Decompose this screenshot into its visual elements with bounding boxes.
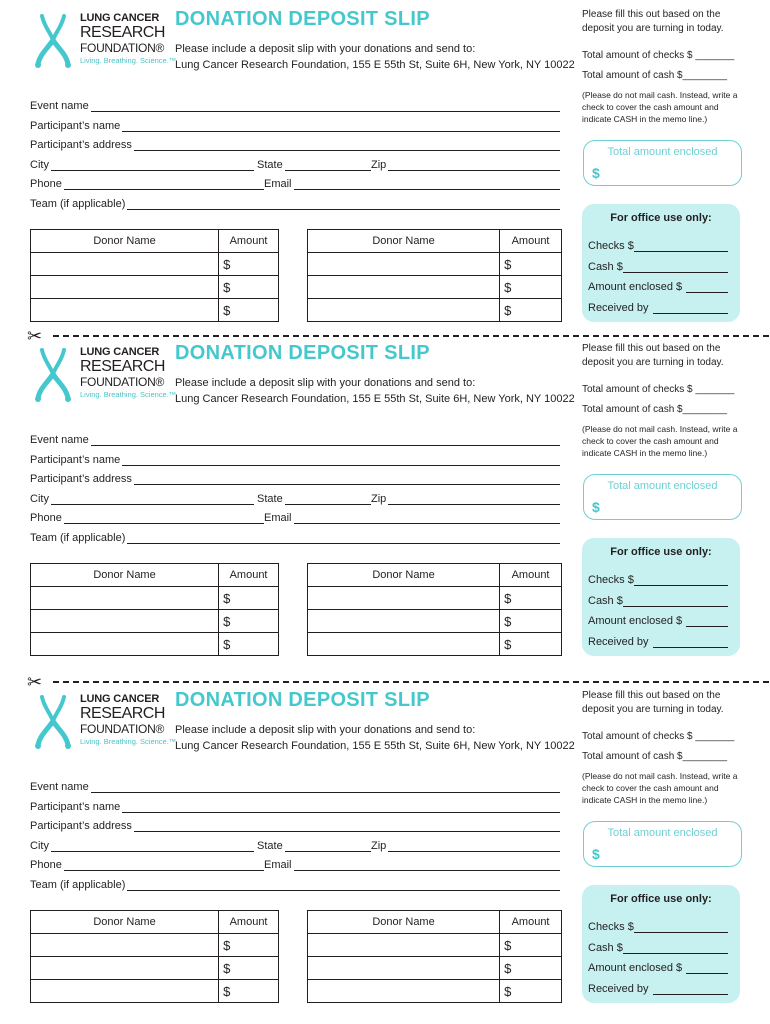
amount-header: Amount xyxy=(219,911,279,934)
logo-line3: FOUNDATION® xyxy=(80,375,164,389)
donor-name-cell[interactable] xyxy=(31,299,219,322)
cut-line xyxy=(27,672,769,692)
foundation-logo xyxy=(28,10,178,72)
cash-note: (Please do not mail cash. Instead, write a check to cover the cash amount and indicate CASH in the memo line.) xyxy=(582,90,738,124)
office-cash-label: Cash $ xyxy=(588,261,623,273)
event-name-field[interactable] xyxy=(30,432,560,446)
fill-note-line1: Please fill this out based on the xyxy=(582,690,721,701)
total-enclosed-dollar: $ xyxy=(592,165,600,181)
donor-name-cell[interactable] xyxy=(31,587,219,610)
event-name-field[interactable] xyxy=(30,779,560,793)
office-received-by-label: Received by xyxy=(588,302,649,314)
office-checks-label: Checks $ xyxy=(588,921,634,933)
foundation-logo xyxy=(28,344,178,406)
logo-line2: RESEARCH xyxy=(80,705,165,722)
zip-label: Zip xyxy=(371,493,387,505)
donor-name-header: Donor Name xyxy=(31,564,219,587)
city-label: City xyxy=(30,159,49,171)
amount-cell[interactable]: $ xyxy=(500,980,562,1003)
fill-note xyxy=(582,689,724,717)
email-field[interactable] xyxy=(264,176,560,190)
office-use-box xyxy=(582,885,740,1003)
phone-label: Phone xyxy=(30,859,62,871)
instruction-line2: Lung Cancer Research Foundation, 155 E 55th St, Suite 6H, New York, NY 10022 xyxy=(175,740,575,752)
instruction-line2: Lung Cancer Research Foundation, 155 E 55th St, Suite 6H, New York, NY 10022 xyxy=(175,59,575,71)
deposit-slip xyxy=(0,0,770,334)
zip-field[interactable] xyxy=(371,157,560,171)
city-field[interactable] xyxy=(30,157,254,171)
email-label: Email xyxy=(264,859,292,871)
logo-tagline: Living. Breathing. Science.™ xyxy=(80,737,177,746)
amount-cell[interactable]: $ xyxy=(500,610,562,633)
office-checks-label: Checks $ xyxy=(588,240,634,252)
office-checks-field[interactable] xyxy=(588,572,728,586)
office-use-box xyxy=(582,204,740,322)
instruction-line1: Please include a deposit slip with your donations and send to: xyxy=(175,724,476,736)
total-checks-field[interactable]: Total amount of checks $ _______ xyxy=(582,50,735,61)
office-use-heading: For office use only: xyxy=(610,893,712,905)
fill-note xyxy=(582,342,724,370)
office-use-box xyxy=(582,538,740,656)
instruction-line1: Please include a deposit slip with your donations and send to: xyxy=(175,43,476,55)
slip-title: DONATION DEPOSIT SLIP xyxy=(175,342,430,364)
total-enclosed-dollar: $ xyxy=(592,846,600,862)
donor-name-header: Donor Name xyxy=(308,230,500,253)
amount-cell[interactable]: $ xyxy=(500,253,562,276)
foundation-logo xyxy=(28,691,178,753)
scissors-icon: ✂ xyxy=(27,672,43,692)
amount-cell[interactable]: $ xyxy=(219,610,279,633)
participant-name-label: Participant’s name xyxy=(30,454,121,466)
table-row xyxy=(31,633,279,656)
donor-name-header: Donor Name xyxy=(308,911,500,934)
email-label: Email xyxy=(264,178,292,190)
state-field[interactable] xyxy=(257,838,371,852)
office-checks-field[interactable] xyxy=(588,919,728,933)
amount-cell[interactable]: $ xyxy=(219,934,279,957)
amount-cell[interactable]: $ xyxy=(500,587,562,610)
city-label: City xyxy=(30,840,49,852)
participant-name-label: Participant’s name xyxy=(30,120,121,132)
office-cash-label: Cash $ xyxy=(588,942,623,954)
fill-note-line1: Please fill this out based on the xyxy=(582,9,721,20)
office-amount-enclosed-field[interactable] xyxy=(588,960,728,974)
table-row xyxy=(308,276,562,299)
logo-line1: LUNG CANCER xyxy=(80,12,160,24)
amount-cell[interactable]: $ xyxy=(500,957,562,980)
fill-note-line2: deposit you are turning in today. xyxy=(582,357,724,368)
city-field[interactable] xyxy=(30,491,254,505)
fill-note-line2: deposit you are turning in today. xyxy=(582,704,724,715)
table-row xyxy=(308,633,562,656)
amount-cell[interactable]: $ xyxy=(219,980,279,1003)
donor-name-header: Donor Name xyxy=(31,911,219,934)
logo-line3: FOUNDATION® xyxy=(80,41,164,55)
total-checks-field[interactable]: Total amount of checks $ _______ xyxy=(582,384,735,395)
table-row xyxy=(308,610,562,633)
office-checks-label: Checks $ xyxy=(588,574,634,586)
mailing-instructions xyxy=(175,375,575,407)
participant-address-label: Participant’s address xyxy=(30,139,132,151)
amount-cell[interactable]: $ xyxy=(219,253,279,276)
donor-table-right xyxy=(307,563,562,656)
total-checks-field[interactable]: Total amount of checks $ _______ xyxy=(582,731,735,742)
donor-name-cell[interactable] xyxy=(308,934,500,957)
table-header-row xyxy=(308,564,562,587)
donor-name-header: Donor Name xyxy=(31,230,219,253)
table-row xyxy=(31,276,279,299)
table-header-row xyxy=(31,230,279,253)
donor-name-cell[interactable] xyxy=(31,934,219,957)
amount-cell[interactable]: $ xyxy=(500,633,562,656)
amount-cell[interactable]: $ xyxy=(500,934,562,957)
event-name-label: Event name xyxy=(30,100,89,112)
city-label: City xyxy=(30,493,49,505)
zip-field[interactable] xyxy=(371,838,560,852)
table-row xyxy=(308,980,562,1003)
total-enclosed-box[interactable] xyxy=(583,821,742,867)
donor-name-cell[interactable] xyxy=(308,299,500,322)
total-enclosed-dollar: $ xyxy=(592,499,600,515)
participant-address-field[interactable] xyxy=(30,137,560,151)
slip-title: DONATION DEPOSIT SLIP xyxy=(175,689,430,711)
deposit-slip xyxy=(0,334,770,668)
amount-cell[interactable]: $ xyxy=(219,957,279,980)
total-enclosed-box[interactable] xyxy=(583,474,742,520)
instruction-line2: Lung Cancer Research Foundation, 155 E 55th St, Suite 6H, New York, NY 10022 xyxy=(175,393,575,405)
phone-field[interactable] xyxy=(30,176,264,190)
donor-name-cell[interactable] xyxy=(31,610,219,633)
donor-table-right xyxy=(307,910,562,1003)
office-amount-enclosed-label: Amount enclosed $ xyxy=(588,615,683,627)
office-received-by-field[interactable] xyxy=(588,300,728,314)
table-row xyxy=(31,980,279,1003)
phone-label: Phone xyxy=(30,178,62,190)
table-header-row xyxy=(308,911,562,934)
office-cash-field[interactable] xyxy=(588,593,728,607)
participant-address-field[interactable] xyxy=(30,818,560,832)
donor-name-cell[interactable] xyxy=(308,633,500,656)
total-enclosed-label: Total amount enclosed xyxy=(607,827,718,839)
city-field[interactable] xyxy=(30,838,254,852)
amount-header: Amount xyxy=(500,911,562,934)
office-amount-enclosed-label: Amount enclosed $ xyxy=(588,281,683,293)
donor-table-left xyxy=(30,563,279,656)
logo-line2: RESEARCH xyxy=(80,358,165,375)
event-name-label: Event name xyxy=(30,781,89,793)
phone-field[interactable] xyxy=(30,857,264,871)
team-label: Team (if applicable) xyxy=(30,532,126,544)
donor-table-right xyxy=(307,229,562,322)
table-row xyxy=(31,299,279,322)
participant-name-field[interactable] xyxy=(30,799,560,813)
mailing-instructions xyxy=(175,722,575,754)
mailing-instructions xyxy=(175,41,575,73)
phone-field[interactable] xyxy=(30,510,264,524)
donor-name-cell[interactable] xyxy=(308,980,500,1003)
amount-header: Amount xyxy=(219,230,279,253)
zip-label: Zip xyxy=(371,840,387,852)
participant-name-field[interactable] xyxy=(30,452,560,466)
amount-cell[interactable]: $ xyxy=(500,276,562,299)
table-row xyxy=(31,587,279,610)
table-row xyxy=(308,253,562,276)
participant-address-label: Participant’s address xyxy=(30,473,132,485)
logo-line2: RESEARCH xyxy=(80,24,165,41)
logo-tagline: Living. Breathing. Science.™ xyxy=(80,390,177,399)
lungs-logo-icon xyxy=(28,344,78,404)
total-cash-field[interactable]: Total amount of cash $________ xyxy=(582,751,728,762)
donor-name-cell[interactable] xyxy=(31,276,219,299)
cut-line xyxy=(27,326,769,346)
table-header-row xyxy=(31,911,279,934)
team-label: Team (if applicable) xyxy=(30,879,126,891)
table-row xyxy=(308,587,562,610)
state-label: State xyxy=(257,159,283,171)
office-received-by-field[interactable] xyxy=(588,634,728,648)
state-field[interactable] xyxy=(257,157,371,171)
amount-cell[interactable]: $ xyxy=(219,587,279,610)
cash-note: (Please do not mail cash. Instead, write a check to cover the cash amount and indicate CASH in the memo line.) xyxy=(582,424,738,458)
amount-cell[interactable]: $ xyxy=(219,633,279,656)
fill-note xyxy=(582,8,724,36)
phone-label: Phone xyxy=(30,512,62,524)
fill-note-line2: deposit you are turning in today. xyxy=(582,23,724,34)
amount-cell[interactable]: $ xyxy=(500,299,562,322)
amount-cell[interactable]: $ xyxy=(219,276,279,299)
state-field[interactable] xyxy=(257,491,371,505)
team-field[interactable] xyxy=(30,530,560,544)
office-amount-enclosed-field[interactable] xyxy=(588,613,728,627)
office-checks-field[interactable] xyxy=(588,238,728,252)
table-header-row xyxy=(31,564,279,587)
zip-field[interactable] xyxy=(371,491,560,505)
table-row xyxy=(31,957,279,980)
fill-note-line1: Please fill this out based on the xyxy=(582,343,721,354)
email-field[interactable] xyxy=(264,857,560,871)
state-label: State xyxy=(257,493,283,505)
donor-name-cell[interactable] xyxy=(308,957,500,980)
scissors-icon: ✂ xyxy=(27,326,43,346)
donor-name-cell[interactable] xyxy=(308,276,500,299)
office-use-heading: For office use only: xyxy=(610,546,712,558)
donor-name-cell[interactable] xyxy=(308,610,500,633)
participant-name-field[interactable] xyxy=(30,118,560,132)
donor-name-cell[interactable] xyxy=(31,633,219,656)
amount-cell[interactable]: $ xyxy=(219,299,279,322)
total-enclosed-label: Total amount enclosed xyxy=(607,480,718,492)
total-enclosed-box[interactable] xyxy=(583,140,742,186)
logo-tagline: Living. Breathing. Science.™ xyxy=(80,56,177,65)
office-received-by-field[interactable] xyxy=(588,981,728,995)
total-cash-field[interactable]: Total amount of cash $________ xyxy=(582,70,728,81)
amount-header: Amount xyxy=(500,230,562,253)
donor-table-left xyxy=(30,229,279,322)
participant-address-label: Participant’s address xyxy=(30,820,132,832)
event-name-label: Event name xyxy=(30,434,89,446)
logo-line3: FOUNDATION® xyxy=(80,722,164,736)
table-row xyxy=(308,957,562,980)
donor-name-cell[interactable] xyxy=(31,957,219,980)
office-amount-enclosed-label: Amount enclosed $ xyxy=(588,962,683,974)
team-field[interactable] xyxy=(30,196,560,210)
participant-address-field[interactable] xyxy=(30,471,560,485)
table-row xyxy=(308,299,562,322)
donor-name-cell[interactable] xyxy=(308,587,500,610)
team-field[interactable] xyxy=(30,877,560,891)
amount-header: Amount xyxy=(500,564,562,587)
table-row xyxy=(31,253,279,276)
donor-name-cell[interactable] xyxy=(31,980,219,1003)
total-enclosed-label: Total amount enclosed xyxy=(607,146,718,158)
table-row xyxy=(31,934,279,957)
participant-name-label: Participant’s name xyxy=(30,801,121,813)
office-cash-field[interactable] xyxy=(588,940,728,954)
office-cash-field[interactable] xyxy=(588,259,728,273)
lungs-logo-icon xyxy=(28,691,78,751)
office-received-by-label: Received by xyxy=(588,983,649,995)
logo-line1: LUNG CANCER xyxy=(80,346,160,358)
zip-label: Zip xyxy=(371,159,387,171)
office-amount-enclosed-field[interactable] xyxy=(588,279,728,293)
donor-name-cell[interactable] xyxy=(308,253,500,276)
state-label: State xyxy=(257,840,283,852)
amount-header: Amount xyxy=(219,564,279,587)
instruction-line1: Please include a deposit slip with your donations and send to: xyxy=(175,377,476,389)
email-field[interactable] xyxy=(264,510,560,524)
donor-name-header: Donor Name xyxy=(308,564,500,587)
team-label: Team (if applicable) xyxy=(30,198,126,210)
total-cash-field[interactable]: Total amount of cash $________ xyxy=(582,404,728,415)
event-name-field[interactable] xyxy=(30,98,560,112)
donor-table-left xyxy=(30,910,279,1003)
deposit-slip xyxy=(0,681,770,1015)
slip-title: DONATION DEPOSIT SLIP xyxy=(175,8,430,30)
lungs-logo-icon xyxy=(28,10,78,70)
table-header-row xyxy=(308,230,562,253)
cash-note: (Please do not mail cash. Instead, write a check to cover the cash amount and indicate CASH in the memo line.) xyxy=(582,771,738,805)
office-received-by-label: Received by xyxy=(588,636,649,648)
table-row xyxy=(308,934,562,957)
office-cash-label: Cash $ xyxy=(588,595,623,607)
email-label: Email xyxy=(264,512,292,524)
office-use-heading: For office use only: xyxy=(610,212,712,224)
logo-line1: LUNG CANCER xyxy=(80,693,160,705)
table-row xyxy=(31,610,279,633)
donor-name-cell[interactable] xyxy=(31,253,219,276)
